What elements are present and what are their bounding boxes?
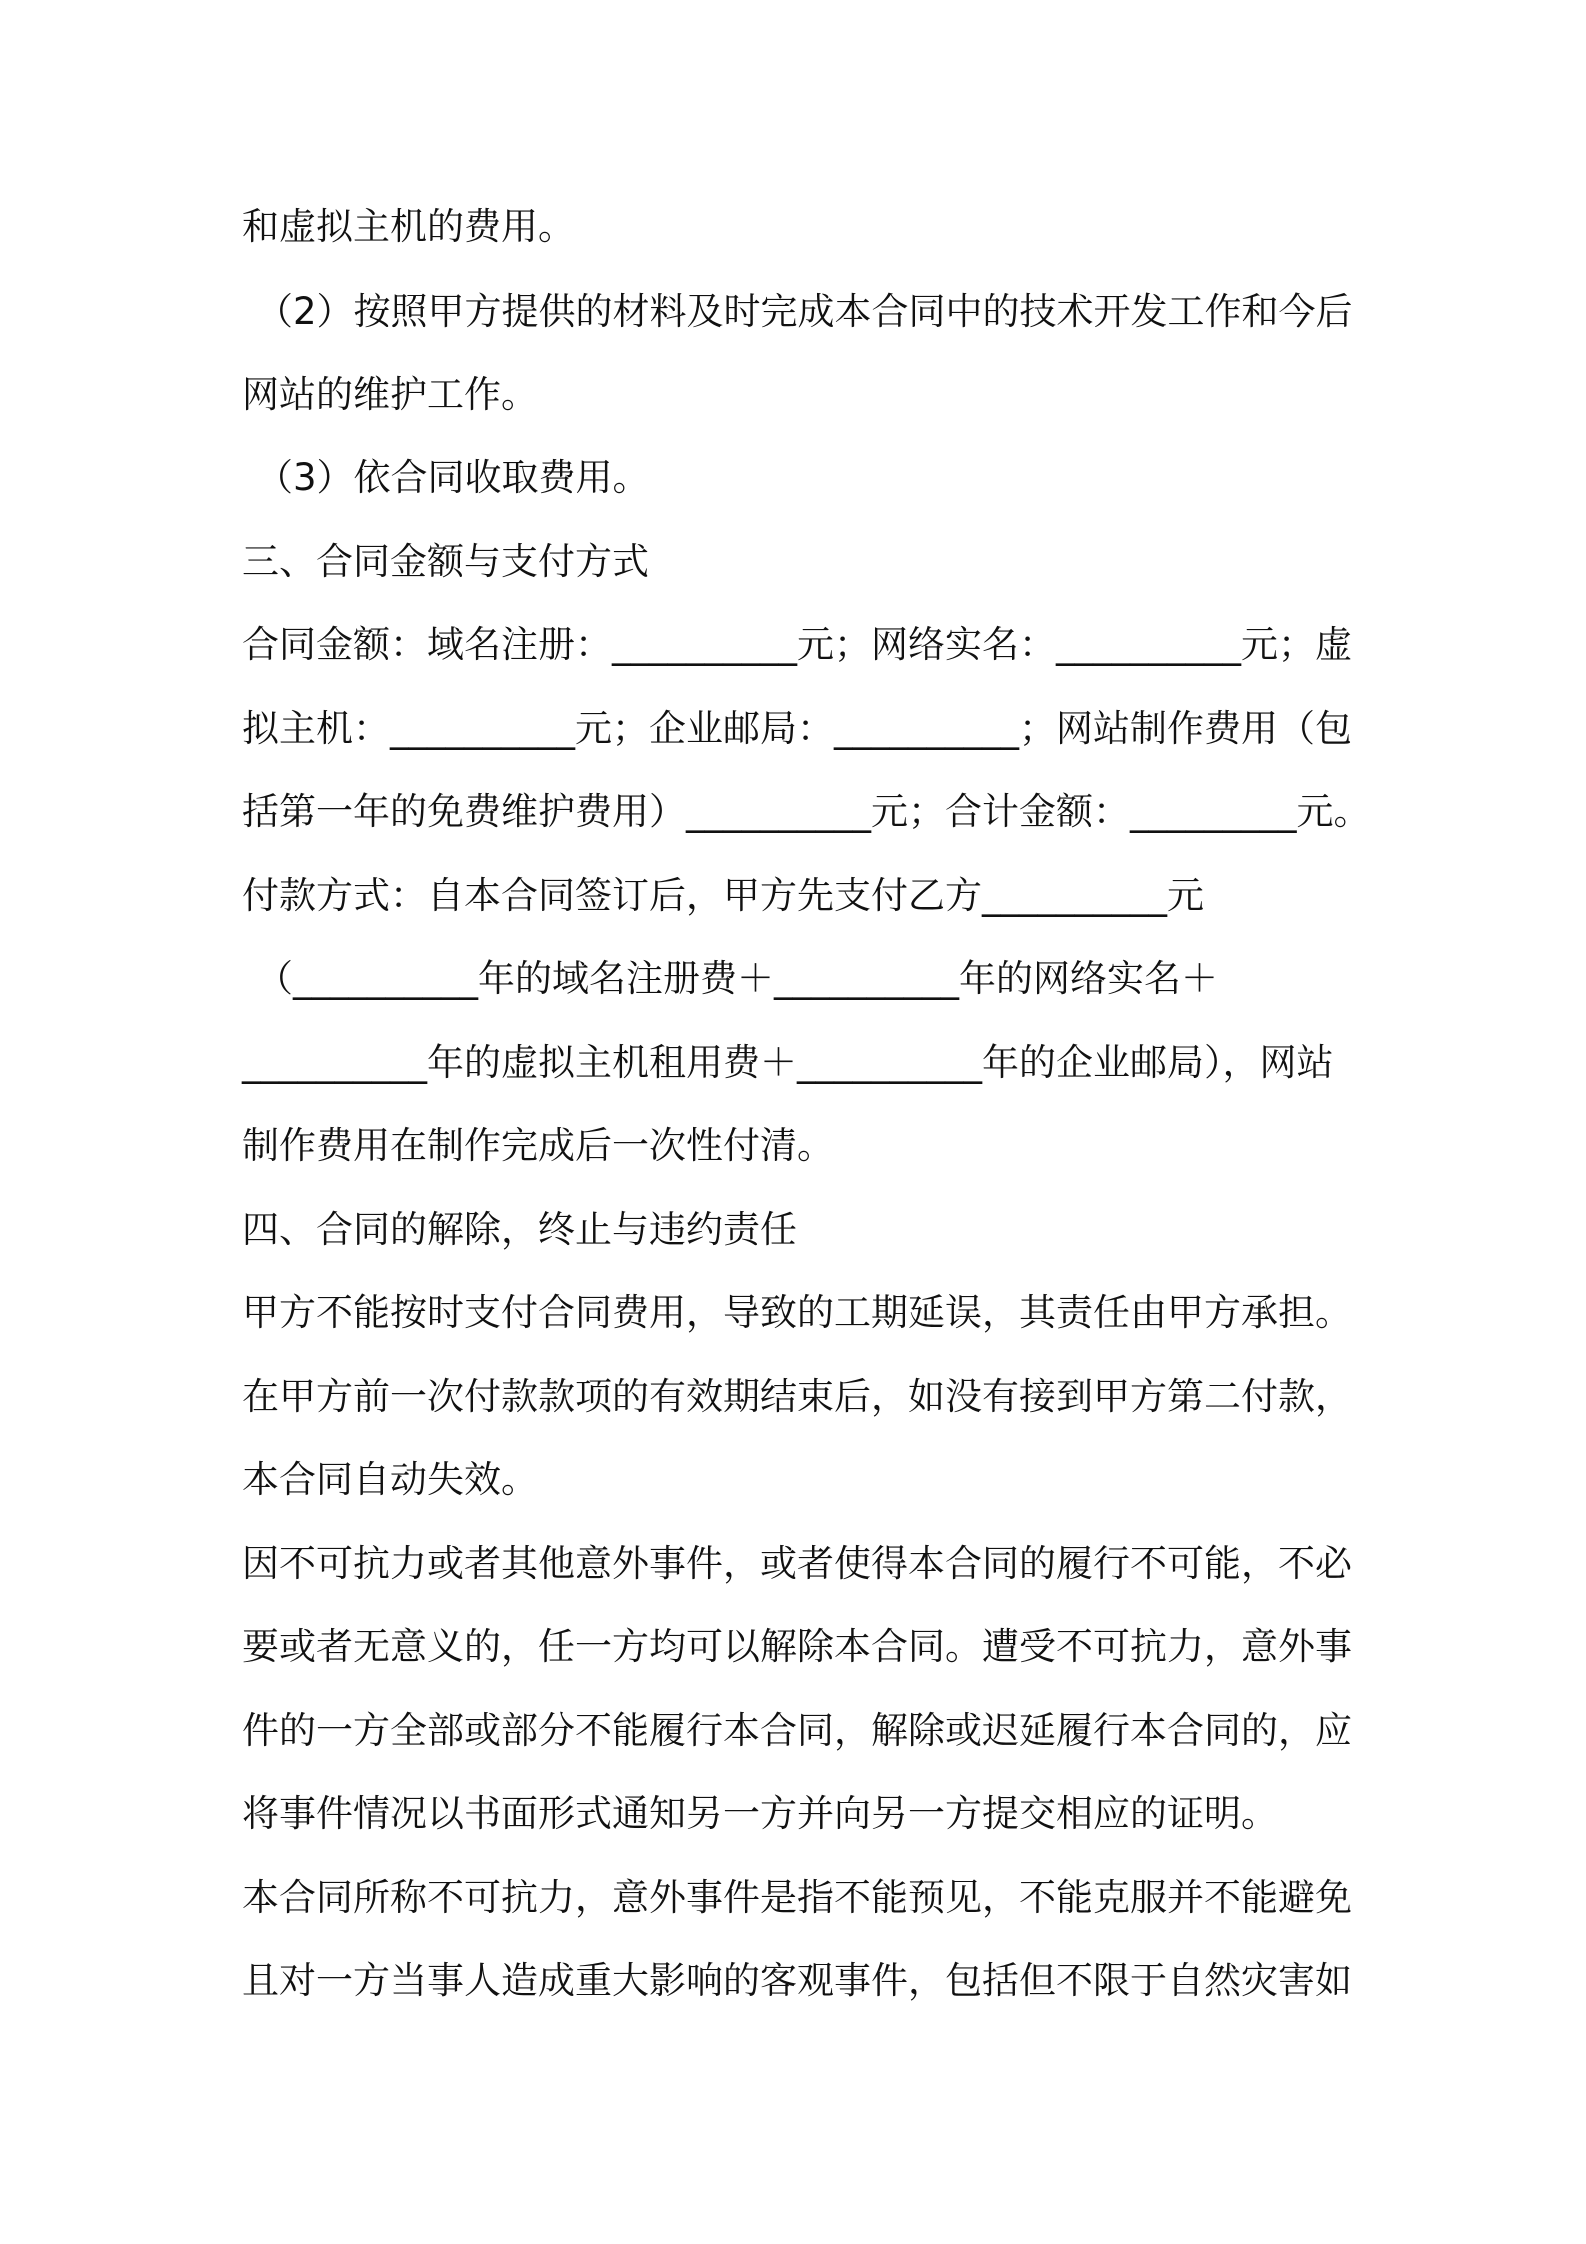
text-line: 制作费用在制作完成后一次性付清。 (242, 1124, 834, 1167)
text-line: 件的一方全部或部分不能履行本合同，解除或迟延履行本合同的，应 (242, 1709, 1352, 1752)
text-line: 因不可抗力或者其他意外事件，或者使得本合同的履行不可能，不必 (242, 1542, 1352, 1585)
section-heading: 三、合同金额与支付方式 (242, 540, 649, 583)
text-line: 合同金额：域名注册：__________元；网络实名：__________元；虚 (242, 623, 1352, 666)
text-line: 拟主机：__________元；企业邮局：__________；网站制作费用（包 (242, 707, 1352, 750)
text-line: 本合同自动失效。 (242, 1458, 538, 1501)
text-line: （__________年的域名注册费＋__________年的网络实名＋ (256, 957, 1218, 1000)
text-line: 且对一方当事人造成重大影响的客观事件，包括但不限于自然灾害如 (242, 1959, 1352, 2002)
text-line: 括第一年的免费维护费用）__________元；合计金额：_________元。 (242, 790, 1371, 833)
text-line: 和虚拟主机的费用。 (242, 205, 575, 248)
text-line: 在甲方前一次付款款项的有效期结束后，如没有接到甲方第二付款， (242, 1375, 1352, 1418)
text-line: 付款方式：自本合同签订后，甲方先支付乙方__________元 (242, 874, 1204, 917)
text-line: 本合同所称不可抗力，意外事件是指不能预见，不能克服并不能避免 (242, 1876, 1352, 1919)
text-line: 网站的维护工作。 (242, 373, 538, 416)
section-heading: 四、合同的解除，终止与违约责任 (242, 1208, 797, 1251)
text-line: （2）按照甲方提供的材料及时完成本合同中的技术开发工作和今后 (256, 290, 1353, 333)
text-line: 甲方不能按时支付合同费用，导致的工期延误，其责任由甲方承担。 (242, 1291, 1352, 1334)
text-line: （3）依合同收取费用。 (256, 456, 650, 499)
text-line: 将事件情况以书面形式通知另一方并向另一方提交相应的证明。 (242, 1792, 1278, 1835)
text-line: __________年的虚拟主机租用费＋__________年的企业邮局），网站 (242, 1041, 1334, 1084)
text-line: 要或者无意义的，任一方均可以解除本合同。遭受不可抗力，意外事 (242, 1625, 1352, 1668)
